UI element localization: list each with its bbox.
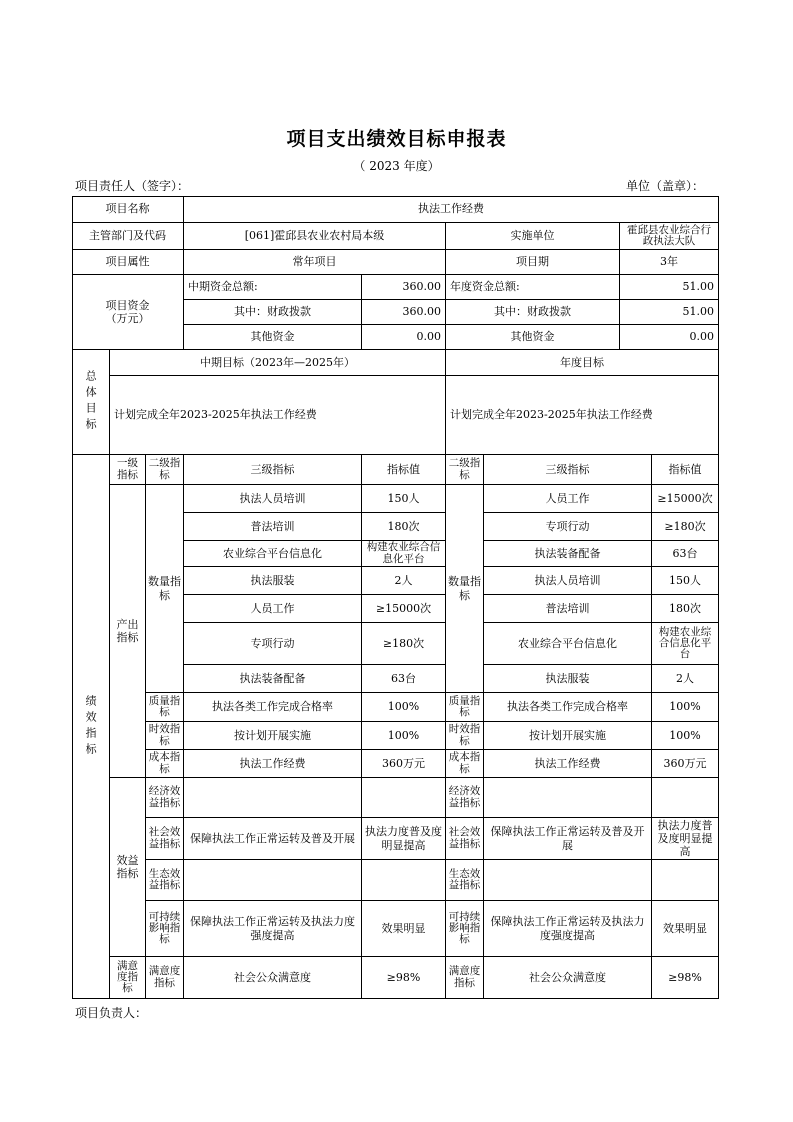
quality-item-name-mid: 执法各类工作完成合格率 xyxy=(184,693,362,722)
timely-item-name-year: 按计划开展实施 xyxy=(484,722,652,750)
mid-fiscal-label: 其中：财政拨款 xyxy=(184,300,362,325)
year-goal-text: 计划完成全年2023-2025年执法工作经费 xyxy=(446,376,719,455)
period-value: 3年 xyxy=(620,250,719,275)
performance-indicator-label: 绩效指标 xyxy=(72,455,110,999)
mid-goal-header: 中期目标（2023年—2025年） xyxy=(110,350,446,376)
economic-item-name-year xyxy=(484,778,652,818)
year-other-label: 其他资金 xyxy=(446,325,620,350)
mid-goal-text: 计划完成全年2023-2025年执法工作经费 xyxy=(110,376,446,455)
year-other-value: 0.00 xyxy=(620,325,719,350)
economic-indicator-label-year: 经济效益指标 xyxy=(446,778,484,818)
header-level2-year: 二级指标 xyxy=(446,455,484,485)
quantity-indicator-label-mid: 数量指标 xyxy=(146,485,184,693)
social-item-name-mid: 保障执法工作正常运转及普及开展 xyxy=(184,818,362,860)
quality-item-name-year: 执法各类工作完成合格率 xyxy=(484,693,652,722)
ecological-indicator-label-mid: 生态效益指标 xyxy=(146,860,184,901)
mid-quantity-item-name: 执法人员培训 xyxy=(184,485,362,513)
quality-item-value-year: 100% xyxy=(652,693,719,722)
quality-indicator-label-mid: 质量指标 xyxy=(146,693,184,722)
year-goal-header: 年度目标 xyxy=(446,350,719,376)
economic-item-value-year xyxy=(652,778,719,818)
mid-quantity-item-name: 农业综合平台信息化 xyxy=(184,541,362,567)
output-indicator-label: 产出指标 xyxy=(110,485,146,778)
mid-fiscal-value: 360.00 xyxy=(362,300,446,325)
sustainable-item-name-year: 保障执法工作正常运转及执法力度强度提高 xyxy=(484,901,652,957)
mid-quantity-item-name: 普法培训 xyxy=(184,513,362,541)
mid-other-value: 0.00 xyxy=(362,325,446,350)
year-quantity-item-value: 150人 xyxy=(652,567,719,595)
year-total-value: 51.00 xyxy=(620,275,719,300)
year-total-label: 年度资金总额: xyxy=(446,275,620,300)
year-quantity-item-name: 执法服装 xyxy=(484,665,652,693)
satisfaction-indicator-label-mid: 满意度指标 xyxy=(146,957,184,999)
social-item-value-year: 执法力度普及度明显提高 xyxy=(652,818,719,860)
header-level1: 一级指标 xyxy=(110,455,146,485)
quality-indicator-label-year: 质量指标 xyxy=(446,693,484,722)
mid-quantity-item-name: 人员工作 xyxy=(184,595,362,623)
economic-item-value-mid xyxy=(362,778,446,818)
mid-quantity-item-name: 执法服装 xyxy=(184,567,362,595)
cost-item-name-mid: 执法工作经费 xyxy=(184,750,362,778)
cost-item-value-mid: 360万元 xyxy=(362,750,446,778)
attr-value: 常年项目 xyxy=(184,250,446,275)
mid-quantity-item-value: ≥15000次 xyxy=(362,595,446,623)
year-quantity-item-name: 执法人员培训 xyxy=(484,567,652,595)
mid-total-label: 中期资金总额: xyxy=(184,275,362,300)
year-quantity-item-name: 普法培训 xyxy=(484,595,652,623)
project-name-label: 项目名称 xyxy=(72,196,184,223)
header-level2-mid: 二级指标 xyxy=(146,455,184,485)
year-fiscal-label: 其中：财政拨款 xyxy=(446,300,620,325)
social-item-value-mid: 执法力度普及度明显提高 xyxy=(362,818,446,860)
year-quantity-item-name: 专项行动 xyxy=(484,513,652,541)
attr-label: 项目属性 xyxy=(72,250,184,275)
satisfaction-indicator-label-year: 满意度指标 xyxy=(446,957,484,999)
mid-quantity-item-value: 180次 xyxy=(362,513,446,541)
cost-indicator-label-mid: 成本指标 xyxy=(146,750,184,778)
benefit-indicator-label: 效益指标 xyxy=(110,778,146,957)
mid-quantity-item-value: ≥180次 xyxy=(362,623,446,665)
year-quantity-item-name: 人员工作 xyxy=(484,485,652,513)
impl-unit-value: 霍邱县农业综合行政执法大队 xyxy=(620,223,719,250)
sustainable-indicator-label-year: 可持续影响指标 xyxy=(446,901,484,957)
mid-quantity-item-name: 执法装备配备 xyxy=(184,665,362,693)
mid-total-value: 360.00 xyxy=(362,275,446,300)
header-value-year: 指标值 xyxy=(652,455,719,485)
mid-other-label: 其他资金 xyxy=(184,325,362,350)
mid-quantity-item-value: 63台 xyxy=(362,665,446,693)
satisfaction-level1-label: 满意度指标 xyxy=(110,957,146,999)
impl-unit-label: 实施单位 xyxy=(446,223,620,250)
timely-indicator-label-mid: 时效指标 xyxy=(146,722,184,750)
ecological-item-value-mid xyxy=(362,860,446,901)
timely-item-name-mid: 按计划开展实施 xyxy=(184,722,362,750)
funds-label: 项目资金 （万元） xyxy=(72,275,184,350)
year-quantity-item-value: ≥180次 xyxy=(652,513,719,541)
mid-quantity-item-value: 2人 xyxy=(362,567,446,595)
year-quantity-item-name: 农业综合平台信息化 xyxy=(484,623,652,665)
ecological-item-name-mid xyxy=(184,860,362,901)
dept-label: 主管部门及代码 xyxy=(72,223,184,250)
year-quantity-item-value: 180次 xyxy=(652,595,719,623)
overall-goal-label: 总体目标 xyxy=(72,350,110,455)
cost-item-value-year: 360万元 xyxy=(652,750,719,778)
mid-quantity-item-name: 专项行动 xyxy=(184,623,362,665)
responsible-label: 项目责任人（签字）： xyxy=(75,179,190,193)
header-level3-year: 三级指标 xyxy=(484,455,652,485)
social-item-name-year: 保障执法工作正常运转及普及开展 xyxy=(484,818,652,860)
timely-indicator-label-year: 时效指标 xyxy=(446,722,484,750)
satisfaction-item-value-year: ≥98% xyxy=(652,957,719,999)
year-fiscal-value: 51.00 xyxy=(620,300,719,325)
sustainable-item-name-mid: 保障执法工作正常运转及执法力度强度提高 xyxy=(184,901,362,957)
social-indicator-label-mid: 社会效益指标 xyxy=(146,818,184,860)
timely-item-value-year: 100% xyxy=(652,722,719,750)
year-quantity-item-value: 2人 xyxy=(652,665,719,693)
header-level3-mid: 三级指标 xyxy=(184,455,362,485)
satisfaction-item-name-mid: 社会公众满意度 xyxy=(184,957,362,999)
sustainable-item-value-mid: 效果明显 xyxy=(362,901,446,957)
sustainable-item-value-year: 效果明显 xyxy=(652,901,719,957)
sustainable-indicator-label-mid: 可持续影响指标 xyxy=(146,901,184,957)
social-indicator-label-year: 社会效益指标 xyxy=(446,818,484,860)
project-name-value: 执法工作经费 xyxy=(184,196,719,223)
ecological-item-value-year xyxy=(652,860,719,901)
satisfaction-item-value-mid: ≥98% xyxy=(362,957,446,999)
quality-item-value-mid: 100% xyxy=(362,693,446,722)
ecological-indicator-label-year: 生态效益指标 xyxy=(446,860,484,901)
year-quantity-item-name: 执法装备配备 xyxy=(484,541,652,567)
year-quantity-item-value: ≥15000次 xyxy=(652,485,719,513)
satisfaction-item-name-year: 社会公众满意度 xyxy=(484,957,652,999)
year-quantity-item-value: 构建农业综合信息化平台 xyxy=(652,623,719,665)
mid-quantity-item-value: 构建农业综合信息化平台 xyxy=(362,541,446,567)
footer-label: 项目负责人： xyxy=(75,1006,148,1020)
year-quantity-item-value: 63台 xyxy=(652,541,719,567)
quantity-indicator-label-year: 数量指标 xyxy=(446,485,484,693)
page-title: 项目支出绩效目标申报表 xyxy=(286,128,507,150)
dept-value: [061]霍邱县农业农村局本级 xyxy=(184,223,446,250)
ecological-item-name-year xyxy=(484,860,652,901)
economic-indicator-label-mid: 经济效益指标 xyxy=(146,778,184,818)
mid-quantity-item-value: 150人 xyxy=(362,485,446,513)
cost-indicator-label-year: 成本指标 xyxy=(446,750,484,778)
period-label: 项目期 xyxy=(446,250,620,275)
economic-item-name-mid xyxy=(184,778,362,818)
header-value-mid: 指标值 xyxy=(362,455,446,485)
year-line: （ 2023 年度） xyxy=(353,159,440,173)
timely-item-value-mid: 100% xyxy=(362,722,446,750)
unit-label: 单位（盖章）： xyxy=(626,179,705,193)
cost-item-name-year: 执法工作经费 xyxy=(484,750,652,778)
